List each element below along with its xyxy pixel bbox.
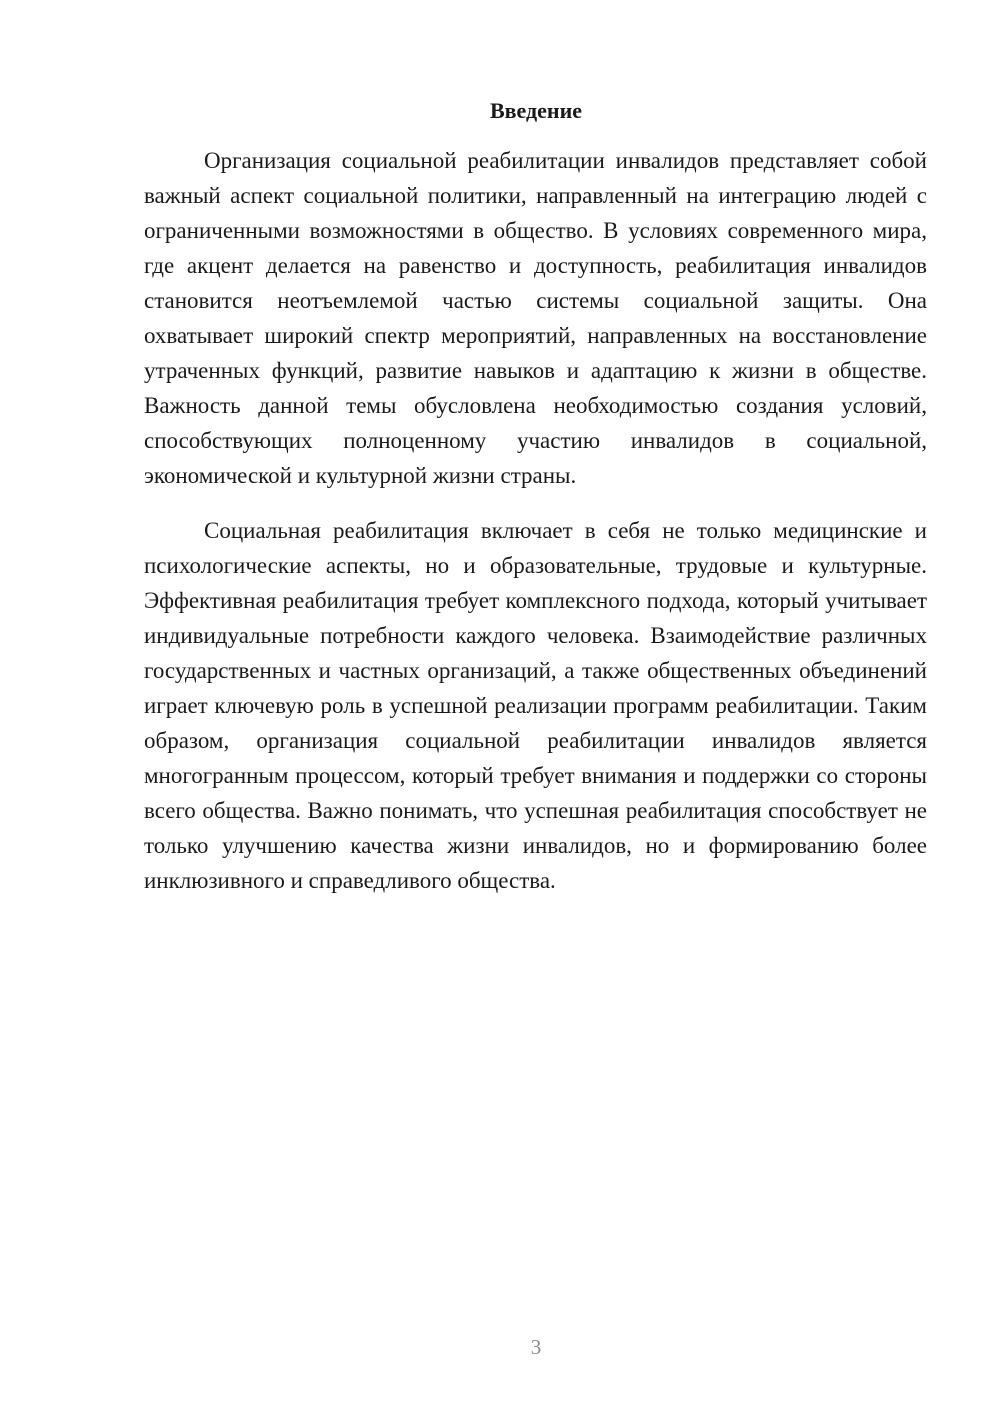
page-number: 3 — [530, 1335, 542, 1359]
section-heading: Введение — [489, 98, 583, 123]
body-text — [144, 143, 927, 898]
paragraph-introduction: Организация социальной реабилитации инвалидов представляет собой важный аспект социальной политики, направленный на интеграцию людей с ограниченными возможностями в общество. В условиях современного мира, где акцент делается на равенство и доступность, реабилитация инвалидов становится неотъемлемой частью системы социальной защиты. Она охватывает широкий спектр мероприятий, направленных на восстановление утраченных функций, развитие навыков и адаптацию к жизни в обществе. Важность данной темы обусловлена необходимостью создания условий, способствующих полноценному участию инвалидов в социальной, экономической и культурной жизни страны. — [144, 148, 927, 488]
paragraph-social-rehabilitation: Социальная реабилитация включает в себя не только медицинские и психологические аспекты, но и образовательные, трудовые и культурные. Эффективная реабилитация требует комплексного подхода, который учитывает индивидуальные потребности каждого человека. Взаимодействие различных государственных и частных организаций, а также общественных объединений играет ключевую роль в успешной реализации программ реабилитации. Таким образом, организация социальной реабилитации инвалидов является многогранным процессом, который требует внимания и поддержки со стороны всего общества. Важно понимать, что успешная реабилитация способствует не только улучшению качества жизни инвалидов, но и формированию более инклюзивного и справедливого общества. — [144, 518, 927, 893]
